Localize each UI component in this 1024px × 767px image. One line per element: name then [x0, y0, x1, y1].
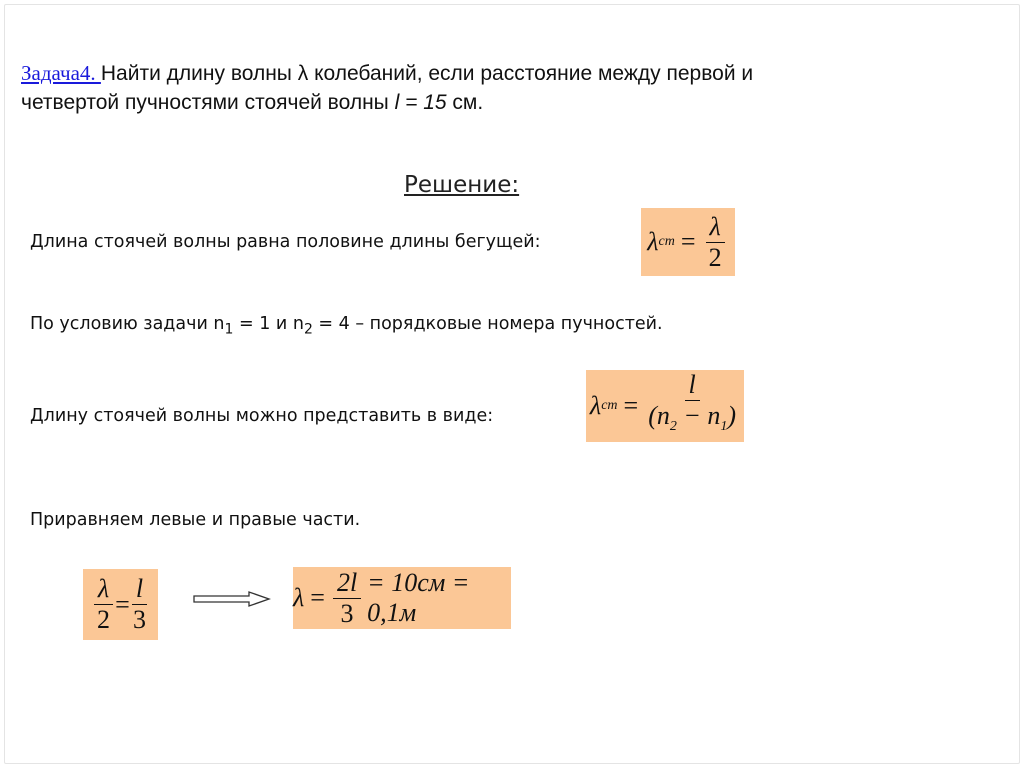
formula-result [293, 567, 511, 629]
subscript: cm [658, 234, 675, 249]
numerator: λ [706, 212, 725, 243]
formula-equation [83, 569, 158, 640]
fraction: $\frac{2l}{3}$ [333, 568, 361, 629]
formula-wavelength-via-n [586, 370, 744, 442]
subscript: cm [601, 398, 618, 413]
task-variable: l = 15 [394, 91, 447, 114]
task-unit: см. [446, 91, 484, 114]
fraction-left: $\frac{\lambda}{2}$ [94, 574, 113, 635]
task-statement [21, 59, 753, 117]
task-link[interactable]: Задача4. [21, 61, 101, 85]
lambda: λ [589, 391, 602, 420]
step1-text: Длина стоячей волны равна половине длины бегущей: [30, 232, 541, 252]
step2-text: По условию задачи $n_1 = 1$ и $n_2 = 4$ – порядковые номера пучностей. [30, 314, 663, 338]
fraction-right: $\frac{l}{3}$ [132, 574, 146, 634]
formula-standing-wave [641, 208, 735, 276]
denominator: $(n_2 - n_1)$ [648, 400, 737, 435]
task-line-2: четвертой пучностями стоячей волны [21, 91, 395, 114]
step3-text: Длину стоячей волны можно представить в виде: [30, 406, 494, 426]
slide-frame [4, 4, 1020, 764]
lambda: λ [647, 227, 659, 256]
fraction [648, 370, 736, 442]
lambda: λ [293, 583, 305, 612]
solution-heading: Решение: [404, 172, 520, 198]
numerator: l [685, 370, 700, 401]
arrow-right-icon [193, 590, 271, 608]
fraction [706, 212, 725, 273]
step4-text: Приравняем левые и правые части. [30, 510, 361, 530]
task-line-1: Найти длину волны λ колебаний, если расстояние между первой и [100, 62, 754, 85]
equals: = [623, 391, 639, 420]
equals: = [115, 589, 130, 619]
equals: = [680, 227, 696, 256]
denominator: 2 [708, 242, 722, 272]
equals: = [310, 583, 325, 612]
result-value: = 10см = 0,1м [367, 568, 470, 627]
